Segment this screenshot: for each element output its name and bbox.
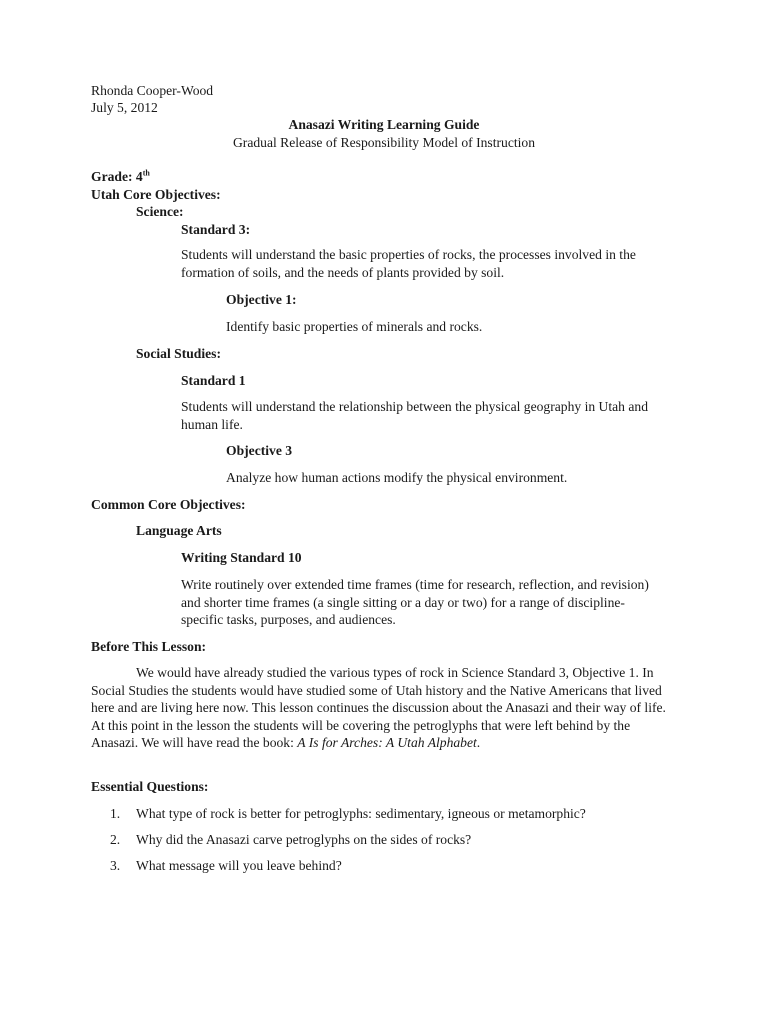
- document-subtitle: Gradual Release of Responsibility Model of Instruction: [232, 135, 536, 150]
- common-core-heading: Common Core Objectives:: [91, 497, 246, 512]
- book-title: A Is for Arches: A Utah Alphabet: [297, 735, 477, 751]
- science-standard-text: Students will understand the basic properties of rocks, the processes involved in the formation of soils, and the needs of plants provided by soil.: [181, 247, 636, 280]
- question-number: 3.: [110, 858, 121, 873]
- list-item: [110, 857, 670, 875]
- social-standard-text: Students will understand the relationship between the physical geography in Utah and human life.: [181, 399, 648, 432]
- social-standard-label: Standard 1: [181, 373, 246, 388]
- before-lesson-heading: Before This Lesson:: [91, 639, 207, 654]
- question-number: 2.: [110, 832, 121, 847]
- essential-questions-heading: Essential Questions:: [91, 779, 209, 794]
- grade-label: [91, 168, 150, 186]
- before-lesson-text: We would have already studied the various types of rock in Science Standard 3, Objective 1. In Social Studies the students would have studied some of Utah history and the Native Americans that lived here and are living here now. This lesson continues the discussion about the Anasazi and their way of life. At this point in the lesson the students will be covering the petroglyphs that were left behind by the Anasazi. We will have read the book:: [91, 665, 666, 751]
- science-objective-label: Objective 1:: [226, 292, 297, 307]
- question-text: What message will you leave behind?: [136, 858, 342, 873]
- before-lesson-text-end: .: [476, 735, 481, 751]
- document-date: July 5, 2012: [91, 100, 158, 115]
- list-item: [110, 805, 670, 823]
- question-text: What type of rock is better for petroglyphs: sedimentary, igneous or metamorphic?: [136, 806, 586, 821]
- science-standard-label: Standard 3:: [181, 222, 251, 237]
- before-lesson-paragraph: [91, 664, 676, 752]
- writing-standard-label: Writing Standard 10: [181, 550, 302, 565]
- grade-superscript: th: [142, 168, 150, 178]
- science-objective-text: Identify basic properties of minerals and rocks.: [226, 319, 483, 334]
- utah-core-heading: Utah Core Objectives:: [91, 187, 221, 202]
- author-name: Rhonda Cooper-Wood: [91, 83, 214, 98]
- grade-text: Grade: 4: [91, 169, 143, 184]
- social-studies-label: Social Studies:: [136, 346, 221, 361]
- social-objective-label: Objective 3: [226, 443, 293, 458]
- question-text: Why did the Anasazi carve petroglyphs on the sides of rocks?: [136, 832, 472, 847]
- question-number: 1.: [110, 806, 121, 821]
- document-title: Anasazi Writing Learning Guide: [288, 117, 480, 132]
- writing-standard-text: Write routinely over extended time frames (time for research, reflection, and revision) and shorter time frames (a single sitting or a day or two) for a range of discipline-specific tasks, purposes, and audiences.: [181, 577, 649, 628]
- list-item: [110, 831, 670, 849]
- social-objective-text: Analyze how human actions modify the physical environment.: [226, 470, 568, 485]
- science-label: Science:: [136, 204, 184, 219]
- language-arts-label: Language Arts: [136, 523, 222, 538]
